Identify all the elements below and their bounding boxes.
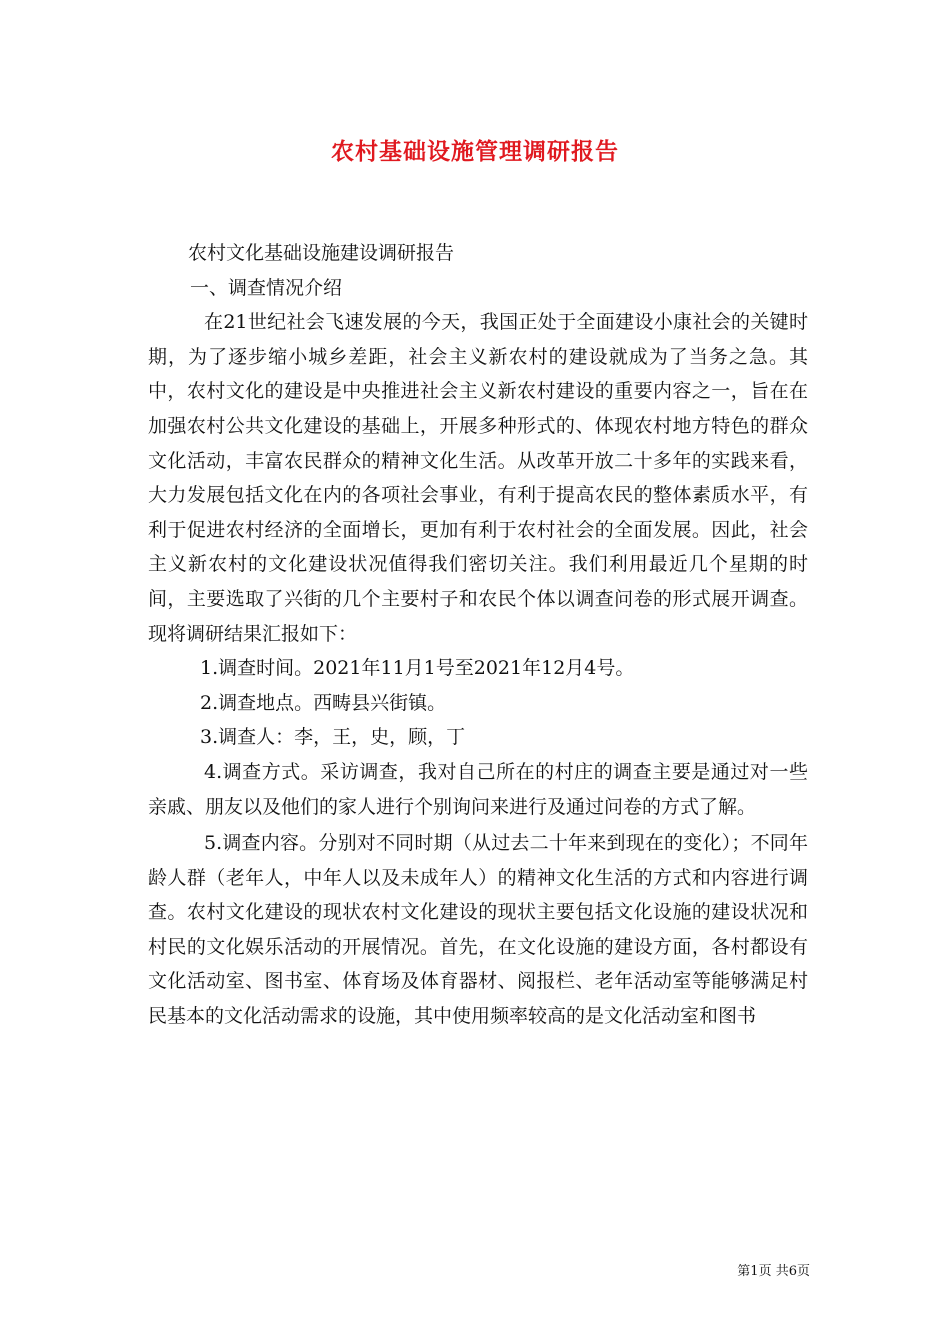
survey-content-item: 5.调查内容。分别对不同时期（从过去二十年来到现在的变化）；不同年龄人群（老年人，中年人以及未成年人）的精神文化生活的方式和内容进行调查。农村文化建设的现状农村文化建设的现状主要包括文化设施的建设状况和村民的文化娱乐活动的开展情况。首先，在文化设施的建设方面，各村都设有文化活动室、图书室、体育场及体育器材、阅报栏、老年活动室等能够满足村民基本的文化活动需求的设施，其中使用频率较高的是文化活动室和图书: [148, 832, 808, 1028]
footer-middle: 页 共: [758, 1264, 789, 1279]
footer-suffix: 页: [796, 1264, 810, 1279]
footer-page-number: 1: [750, 1264, 759, 1279]
section-heading: 一、调查情况介绍: [190, 276, 343, 299]
report-subtitle: 农村文化基础设施建设调研报告: [188, 242, 455, 264]
survey-location-item: 2.调查地点。西畴县兴街镇。: [200, 691, 447, 714]
footer-total-pages: 6: [788, 1264, 797, 1279]
survey-time-item: 1.调查时间。2021年11月1号至2021年12月4号。: [200, 657, 635, 680]
page-footer: [700, 1260, 810, 1279]
survey-method-item: 4.调查方式。采访调查，我对自己所在的村庄的调查主要是通过对一些亲戚、朋友以及他们的家人进行个别询问来进行及通过问卷的方式了解。: [148, 760, 808, 818]
document-title: 农村基础设施管理调研报告: [331, 138, 619, 165]
document-body: [148, 236, 808, 1034]
intro-paragraph: 在21世纪社会飞速发展的今天，我国正处于全面建设小康社会的关键时期，为了逐步缩小城乡差距，社会主义新农村的建设就成为了当务之急。其中，农村文化的建设是中央推进社会主义新农村建设的重要内容之一，旨在在加强农村公共文化建设的基础上，开展多种形式的、体现农村地方特色的群众文化活动，丰富农民群众的精神文化生活。从改革开放二十多年的实践来看，大力发展包括文化在内的各项社会事业，有利于提高农民的整体素质水平，有利于促进农村经济的全面增长，更加有利于农村社会的全面发展。因此，社会主义新农村的文化建设状况值得我们密切关注。我们利用最近几个星期的时间，主要选取了兴街的几个主要村子和农民个体以调查问卷的形式展开调查。现将调研结果汇报如下：: [148, 311, 808, 645]
footer-prefix: 第: [737, 1264, 751, 1279]
survey-people-item: 3.调查人：李，王，史，顾，丁: [200, 726, 466, 749]
